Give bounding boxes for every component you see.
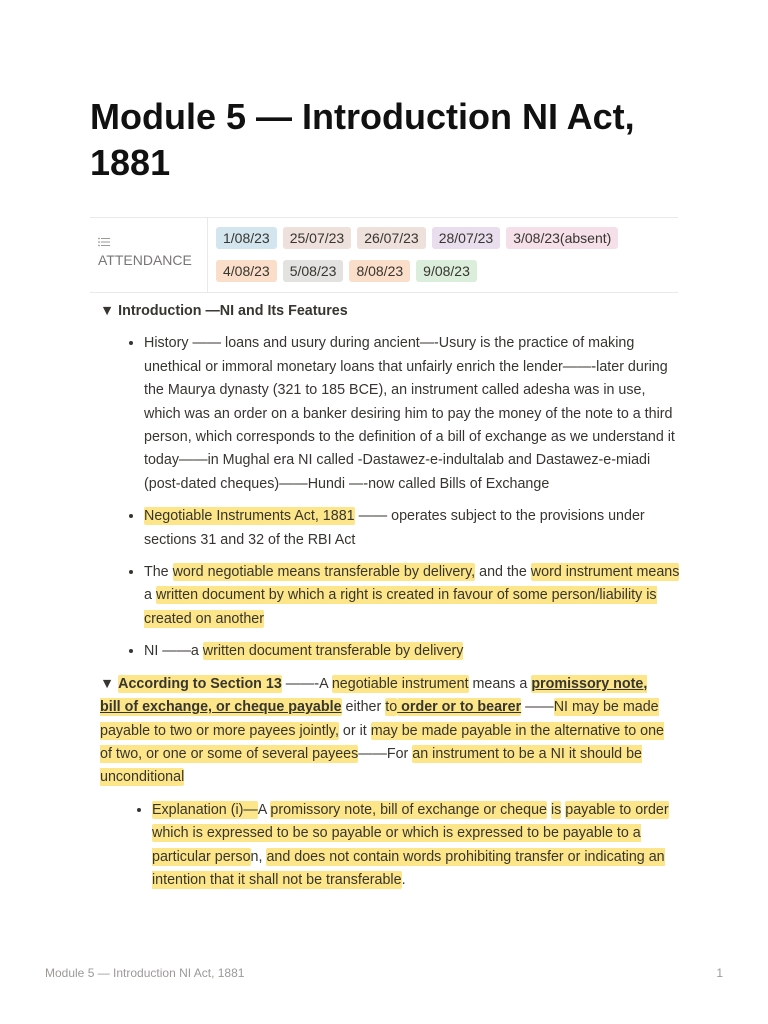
toggle-triangle-icon[interactable]: ▼ [100,303,115,319]
bullet-list [100,332,680,663]
text: . [401,871,406,888]
text: —— [521,699,554,716]
highlight: may be made payable in the alternative to one of two, or one or some of several payees [100,722,664,762]
highlight: an instrument to be a NI it should be unconditional [100,745,642,786]
toggle-section-13 [100,673,670,893]
text: n, [250,848,267,865]
page-number: 1 [716,966,723,980]
highlight: promissory note, bill of exchange, or cheque payable [100,675,648,716]
highlight: word negotiable means transferable by delivery, [172,564,476,581]
tag[interactable]: 8/08/23 [349,260,410,282]
page-title: Module 5 — Introduction NI Act, 1881 [90,96,635,183]
text: ——-A [281,675,332,692]
footer-title: Module 5 — Introduction NI Act, 1881 [45,966,245,980]
text: either [341,699,386,716]
tag[interactable]: 4/08/23 [216,260,277,282]
highlight: and does not contain words prohibiting transfer or indicating an intention that it shall not be transferable [152,848,665,888]
toggle-introduction[interactable] [100,300,680,323]
tag-list[interactable] [216,227,678,293]
tag[interactable]: 28/07/23 [432,227,501,249]
tag-row [216,260,678,284]
attendance-property [90,217,678,293]
text: means a [468,675,532,692]
highlight: which is expressed to be so payable or which is expressed to be payable to a particular perso [152,825,641,865]
history-text: History —— loans and usury during ancient—-Usury is the practice of making unethical or immoral monetary loans that unfairly enrich the lender——-later during the Maurya dynasty (321 to 185 BCE), an instrument called adesha was in use, which was an order on a banker desiring him to pay the money of the note to a third person, which corresponds to the definition of a bill of exchange as we understand it today——in Mughal era NI called -Dastawez-e-indultalab and Dastawez-e-miadi (post-dated cheques)——Hundi —-now called Bills of Exchange [144,335,675,492]
text: and the [475,564,531,581]
highlight: written document transferable by delivery [202,643,464,660]
text: a [144,587,156,604]
toggle-triangle-icon[interactable]: ▼ [100,675,115,692]
highlight: promissory note, bill of exchange or cheque [270,801,547,818]
list-item [152,799,670,893]
text: or it [338,722,371,739]
text: ——For [358,745,413,762]
property-label-text: ATTENDANCE [98,252,192,268]
highlight: negotiable instrument [331,675,469,692]
highlight: Negotiable Instruments Act, 1881 [144,508,355,525]
tag[interactable]: 5/08/23 [283,260,344,282]
list-item [144,561,680,631]
property-label[interactable] [90,218,208,292]
text: A [257,801,271,818]
tag-row [216,227,678,251]
highlight: payable to order [565,801,669,818]
highlight: written document by which a right is created in favour of some person/liability is created on another [144,587,657,627]
tag[interactable]: 25/07/23 [283,227,352,249]
text: The [144,564,173,581]
highlight: word instrument means [530,564,680,581]
text: NI ——a [144,643,203,660]
list-item [144,332,680,496]
highlight: Explanation (i)— [152,801,258,818]
highlight: to [385,699,398,716]
tag[interactable]: 3/08/23(absent) [506,227,618,249]
text: —— operates subject to the provisions under sections 31 and 32 of the RBI Act [144,508,645,548]
highlight: is [550,801,562,818]
list-item [144,640,680,663]
bullet-list [100,799,670,893]
list-item [144,505,680,552]
toggle-heading: Introduction —NI and Its Features [118,303,348,319]
tag[interactable]: 9/08/23 [416,260,477,282]
list-icon [98,234,110,250]
tag[interactable]: 1/08/23 [216,227,277,249]
highlight: order or to bearer [397,699,522,716]
section-heading[interactable]: According to Section 13 [118,675,282,692]
tag[interactable]: 26/07/23 [357,227,426,249]
highlight: NI may be made payable to two or more payees jointly, [100,699,659,739]
page-body [100,300,680,892]
